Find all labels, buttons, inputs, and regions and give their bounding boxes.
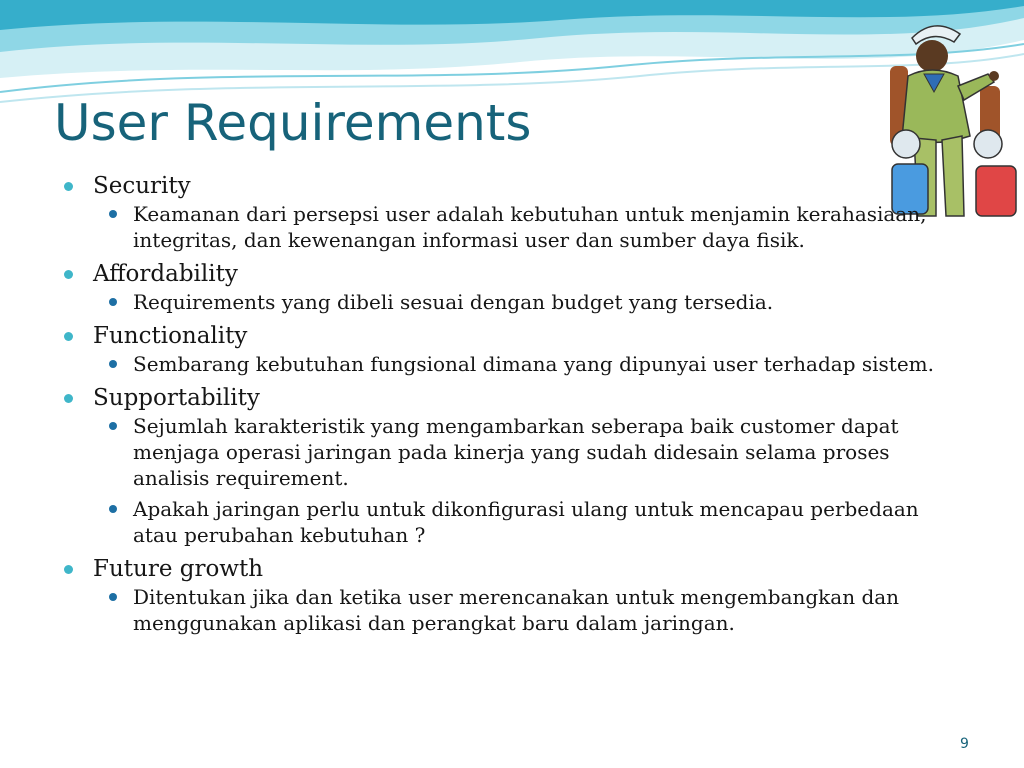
sub-bullet-text: Keamanan dari persepsi user adalah kebutuhan untuk menjamin kerahasiaan, integritas, dan kewenangan informasi user dan sumber daya fisik. bbox=[133, 202, 927, 252]
bullet-item bbox=[60, 322, 980, 351]
sub-bullet-dot bbox=[109, 360, 117, 368]
page-number: 9 bbox=[960, 736, 969, 752]
sub-bullet-dot bbox=[109, 505, 117, 513]
bullet-dot bbox=[64, 182, 73, 191]
sub-bullet-item bbox=[133, 289, 965, 315]
bullet-item bbox=[60, 384, 980, 413]
bullet-dot bbox=[64, 332, 73, 341]
bullet-label: Future growth bbox=[93, 556, 264, 582]
bullet-dot bbox=[64, 270, 73, 279]
bullet-label: Supportability bbox=[93, 385, 260, 411]
sub-bullet-dot bbox=[109, 422, 117, 430]
sub-bullet-text: Ditentukan jika dan ketika user merencanakan untuk mengembangkan dan menggunakan aplikasi dan perangkat baru dalam jaringan. bbox=[133, 585, 900, 635]
sub-bullet-dot bbox=[109, 298, 117, 306]
sub-bullet-text: Requirements yang dibeli sesuai dengan budget yang tersedia. bbox=[133, 290, 774, 314]
bullet-item bbox=[60, 555, 980, 584]
sub-bullet-text: Sejumlah karakteristik yang mengambarkan seberapa baik customer dapat menjaga operasi jaringan pada kinerja yang sudah didesain selama proses analisis requirement. bbox=[133, 414, 899, 490]
sub-bullet-text: Apakah jaringan perlu untuk dikonfigurasi ulang untuk mencapau perbedaan atau perubahan kebutuhan ? bbox=[133, 497, 919, 547]
sub-bullet-item bbox=[133, 201, 965, 253]
sub-bullet-dot bbox=[109, 210, 117, 218]
bullet-label: Functionality bbox=[93, 323, 248, 349]
bullet-dot bbox=[64, 565, 73, 574]
slide-title: User Requirements bbox=[54, 94, 532, 152]
sub-bullet-item bbox=[133, 413, 965, 491]
bullet-label: Affordability bbox=[93, 261, 238, 287]
bullet-item bbox=[60, 260, 980, 289]
bullet-dot bbox=[64, 394, 73, 403]
sub-bullet-text: Sembarang kebutuhan fungsional dimana yang dipunyai user terhadap sistem. bbox=[133, 352, 934, 376]
sub-bullet-item bbox=[133, 584, 965, 636]
sub-bullet-dot bbox=[109, 593, 117, 601]
sub-bullet-item bbox=[133, 351, 965, 377]
bullet-item bbox=[60, 172, 980, 201]
sub-bullet-item bbox=[133, 496, 965, 548]
bullet-label: Security bbox=[93, 173, 191, 199]
bullet-list bbox=[60, 172, 980, 636]
